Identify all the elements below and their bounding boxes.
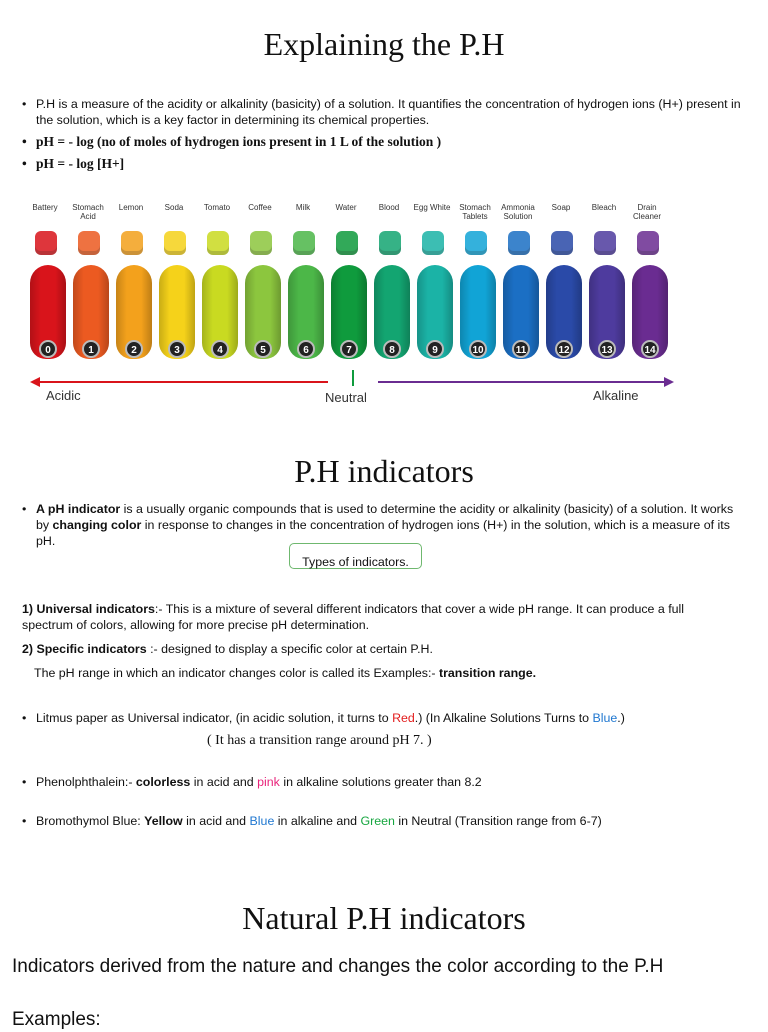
litmus-bullet: • Litmus paper as Universal indicator, (in acidic solution, it turns to Red.) (In Alkaline Solutions Turns to Blue.) [22, 710, 742, 732]
ph-item-icon [508, 231, 530, 255]
ph-item-label: Drain Cleaner [632, 203, 661, 221]
ph-number: 0 [39, 340, 57, 358]
ph-item-icon [422, 231, 444, 255]
ph-item-icon [78, 231, 100, 255]
ph-item-label: Coffee [248, 203, 272, 212]
ph-item-icon [207, 231, 229, 255]
ph-item-icon [293, 231, 315, 255]
ph-number: 1 [82, 340, 100, 358]
ph-number: 11 [512, 340, 530, 358]
ph-item-icon [594, 231, 616, 255]
ph-item-label: Egg White [413, 203, 451, 212]
ph-number: 8 [383, 340, 401, 358]
ph-item-icon [35, 231, 57, 255]
ph-number: 14 [641, 340, 659, 358]
ph-number: 9 [426, 340, 444, 358]
ph-item-icon [164, 231, 186, 255]
ph-formula-1: • pH = - log (no of moles of hydrogen ions present in 1 L of the solution ) [22, 134, 742, 150]
alkaline-label: Alkaline [593, 388, 639, 403]
ph-definition: • P.H is a measure of the acidity or alkalinity (basicity) of a solution. It quantifies the concentration of hydrogen ions (H+) present in the solution, which is a key factor in determining its chemical properties. [22, 96, 742, 128]
ph-item-label: Stomach Tablets [459, 203, 491, 221]
ph-number: 5 [254, 340, 272, 358]
natural-intro: Indicators derived from the nature and changes the color according to the P.H [12, 956, 664, 977]
ph-number: 7 [340, 340, 358, 358]
ph-item-label: Milk [295, 203, 311, 212]
universal-indicators: 1) Universal indicators:- This is a mixture of several different indicators that cover a wide pH range. It can produce a full spectrum of colors, allowing for more precise pH determination. [22, 602, 685, 632]
ph-number: 12 [555, 340, 573, 358]
ph-item-icon [121, 231, 143, 255]
ph-number: 4 [211, 340, 229, 358]
ph-item-label: Ammonia Solution [501, 203, 535, 221]
ph-item-label: Tomato [203, 203, 231, 212]
ph-number: 6 [297, 340, 315, 358]
ph-item-label: Blood [378, 203, 400, 212]
ph-item-label: Soap [551, 203, 571, 212]
examples-label: Examples: [12, 1009, 101, 1030]
ph-item-label: Soda [164, 203, 184, 212]
phenolphthalein-bullet: • Phenolphthalein:- colorless in acid and pink in alkaline solutions greater than 8.2 [22, 774, 742, 796]
ph-item-label: Bleach [591, 203, 617, 212]
ph-item-icon [465, 231, 487, 255]
indicators-title: P.H indicators [294, 453, 474, 489]
page-title: Explaining the P.H [263, 26, 505, 62]
ph-item-icon [637, 231, 659, 255]
ph-number: 3 [168, 340, 186, 358]
ph-item-icon [551, 231, 573, 255]
ph-number: 13 [598, 340, 616, 358]
ph-number: 10 [469, 340, 487, 358]
ph-item-label: Water [335, 203, 357, 212]
intro-bullets [22, 96, 742, 178]
ph-scale-figure [28, 198, 678, 413]
acidic-label: Acidic [46, 388, 81, 403]
neutral-label: Neutral [325, 390, 367, 405]
transition-range: The pH range in which an indicator changes color is called its Examples:- transition range. [34, 666, 537, 680]
ph-item-icon [336, 231, 358, 255]
types-of-indicators-box: Types of indicators. [289, 543, 422, 569]
ph-item-label: Battery [32, 203, 58, 212]
natural-indicators-title: Natural P.H indicators [242, 900, 526, 936]
ph-number: 2 [125, 340, 143, 358]
ph-item-icon [379, 231, 401, 255]
specific-indicators: 2) Specific indicators :- designed to display a specific color at certain P.H. [22, 642, 433, 656]
ph-formula-2: • pH = - log [H+] [22, 156, 742, 172]
indicator-definition: • A pH indicator is a usually organic compounds that is used to determine the acidity or alkalinity (basicity) of a solution. It works by changing color in response to changes in the concentration of hydrogen ions (H+) in the solution, which is a measure of its pH. [22, 501, 742, 555]
ph-item-icon [250, 231, 272, 255]
bromothymol-bullet: • Bromothymol Blue: Yellow in acid and Blue in alkaline and Green in Neutral (Transition range from 6-7) [22, 813, 742, 835]
ph-item-label: Lemon [118, 203, 144, 212]
litmus-range: ( It has a transition range around pH 7. ) [207, 733, 432, 748]
ph-item-label: Stomach Acid [72, 203, 104, 221]
